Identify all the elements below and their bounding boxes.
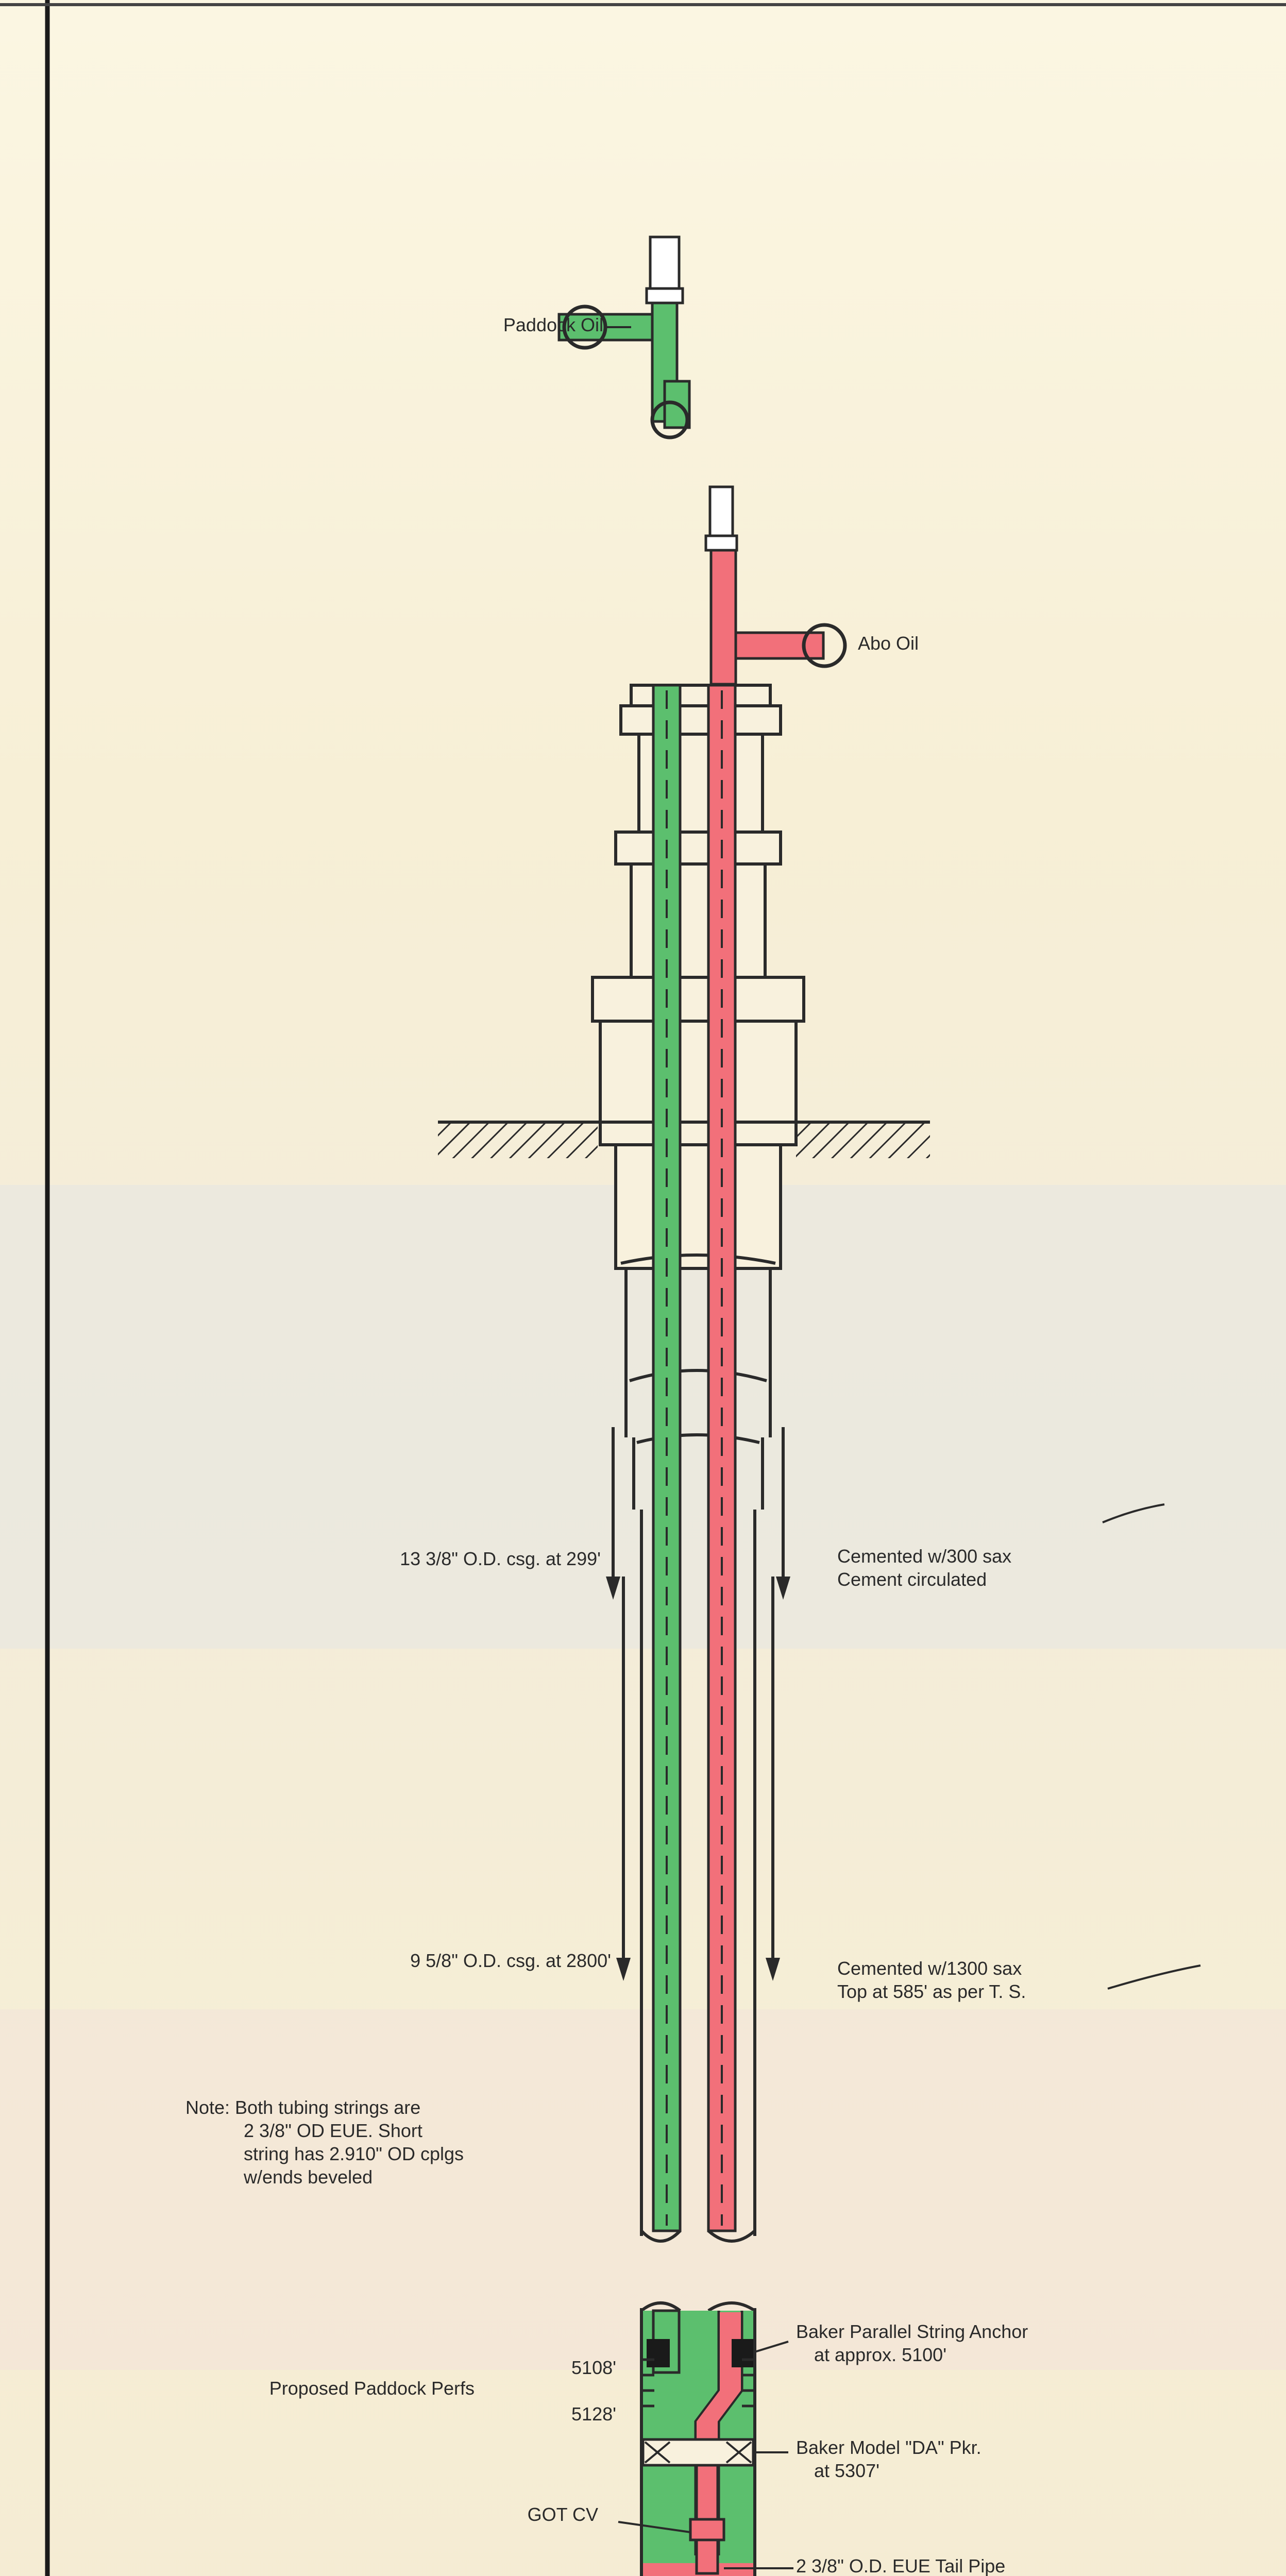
note-line-1: Note: Both tubing strings are	[185, 2097, 421, 2118]
paddock-oil-label: Paddock Oil	[503, 314, 603, 335]
note-line-2: 2 3/8" OD EUE. Short	[244, 2120, 422, 2141]
abo-oil-label: Abo Oil	[858, 633, 919, 654]
note-line-4: w/ends beveled	[244, 2166, 373, 2188]
csg-9-label: 9 5/8" O.D. csg. at 2800'	[410, 1950, 611, 1971]
cemented-1300-label: Cemented w/1300 sax	[837, 1958, 1022, 1979]
baker-pkr-label-1: Baker Model "DA" Pkr.	[796, 2437, 982, 2458]
cement-circulated-label: Cement circulated	[837, 1569, 987, 1590]
baker-anchor-label-2: at approx. 5100'	[814, 2344, 947, 2365]
note-line-3: string has 2.910" OD cplgs	[244, 2143, 464, 2164]
tail-pipe-label-1: 2 3/8" O.D. EUE Tail Pipe	[796, 2555, 1006, 2576]
depth-5128: 5128'	[571, 2403, 616, 2425]
top-585-label: Top at 585' as per T. S.	[837, 1981, 1026, 2002]
proposed-paddock-label: Proposed Paddock Perfs	[269, 2378, 475, 2399]
baker-anchor-label-1: Baker Parallel String Anchor	[796, 2321, 1028, 2342]
abo-surface-piping	[706, 487, 845, 684]
csg-13-label: 13 3/8" O.D. csg. at 299'	[400, 1548, 601, 1569]
depth-5108: 5108'	[571, 2357, 616, 2378]
cemented-300-label: Cemented w/300 sax	[837, 1546, 1012, 1567]
got-cv-label: GOT CV	[527, 2504, 598, 2525]
baker-pkr-label-2: at 5307'	[814, 2460, 879, 2481]
casing-strings	[613, 1255, 783, 2236]
leader-lines	[595, 327, 1200, 2576]
lower-completion	[634, 2303, 762, 2576]
paddock-surface-piping	[559, 237, 689, 437]
wellhead	[593, 685, 804, 1268]
